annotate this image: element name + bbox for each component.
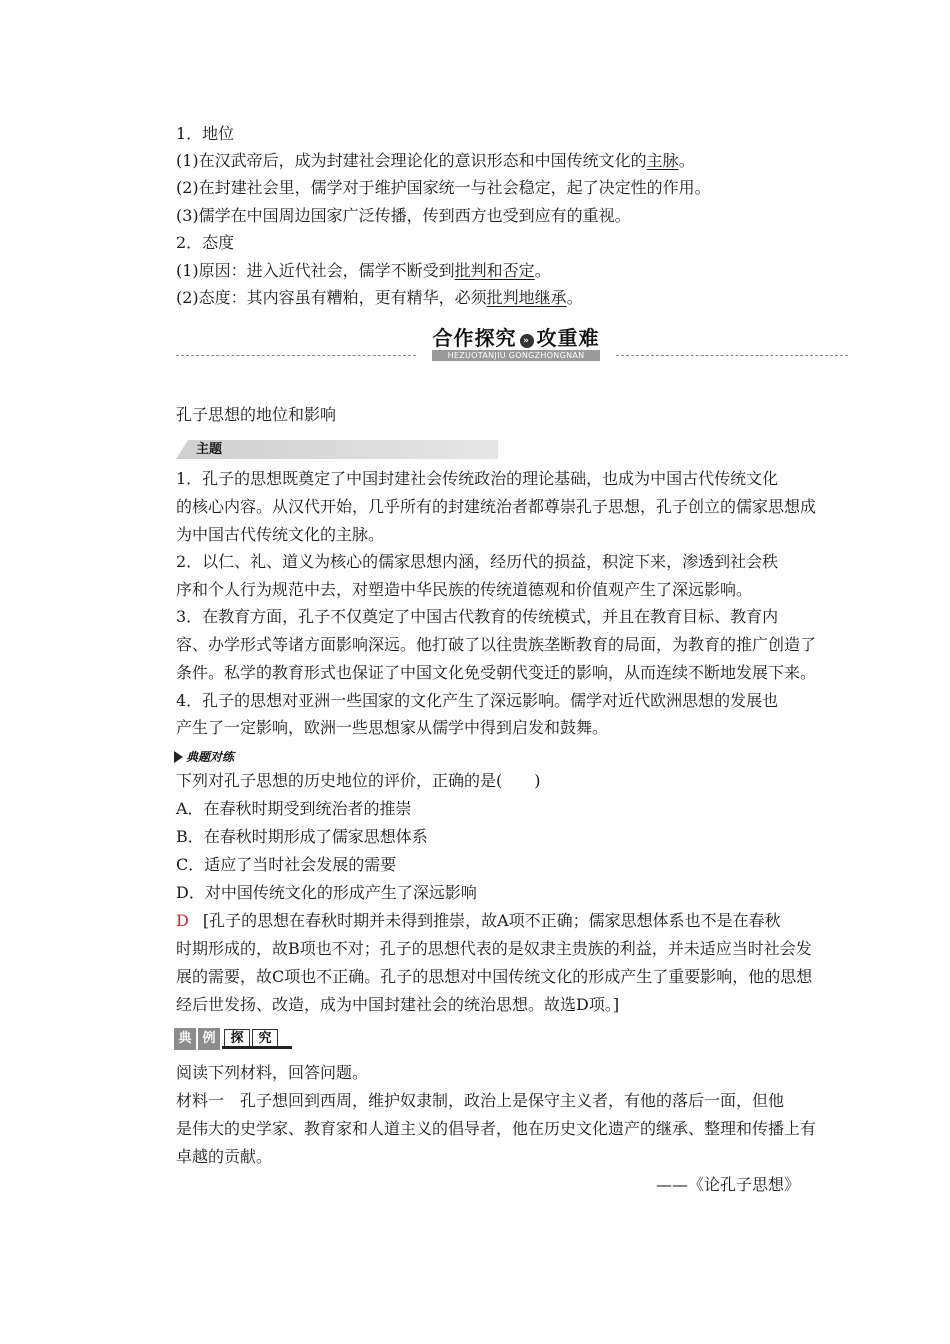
underlined-answer: 批判和否定 [454, 261, 535, 280]
tag-notch [176, 440, 188, 459]
section-banner [176, 325, 848, 365]
theme-tag [176, 440, 498, 459]
paragraph-status-1 [176, 150, 695, 172]
theme-line: 序和个人行为规范中去，对塑造中华民族的传统道德观和价值观产生了深远影响。 [176, 580, 753, 599]
theme-line: 容、办学形式等诸方面影响深远。他打破了以往贵族垄断教育的局面，为教育的推广创造了 [176, 635, 817, 654]
heading-attitude: 2．态度 [176, 233, 235, 252]
explanation-line: 展的需要，故C项也不正确。孔子的思想对中国传统文化的形成产生了重要影响，他的思想 [176, 967, 813, 986]
theme-line: 2．以仁、礼、道义为核心的儒家思想内涵，经历代的损益，积淀下来，渗透到社会秩 [176, 552, 779, 571]
answer-line-1 [176, 910, 781, 932]
explanation-line: 时期形成的，故B项也不对；孔子的思想代表的是奴隶主贵族的利益，并未适应当时社会发 [176, 939, 812, 958]
example-tag-char: 典 [174, 1028, 196, 1050]
underlined-answer: 批判地继承 [486, 288, 567, 307]
text: (1)在汉武帝后，成为封建社会理论化的意识形态和中国传统文化的 [176, 151, 647, 170]
material-line: 是伟大的史学家、教育家和人道主义的倡导者，他在历史文化遗产的继承、整理和传播上有 [176, 1119, 817, 1138]
text: 。 [534, 261, 551, 280]
paragraph-attitude-2 [176, 287, 583, 309]
paragraph-attitude-1 [176, 260, 551, 282]
material-line: 材料一 孔子想回到西周，维护奴隶制，政治上是保守主义者，有他的落后一面，但他 [176, 1091, 785, 1110]
option-a: A．在春秋时期受到统治者的推崇 [176, 799, 412, 818]
option-c: C．适应了当时社会发展的需要 [176, 855, 397, 874]
paragraph-status-3: (3)儒学在中国周边国家广泛传播，传到西方也受到应有的重视。 [176, 206, 631, 225]
theme-line: 的核心内容。从汉代开始，几乎所有的封建统治者都尊崇孔子思想，孔子创立的儒家思想成 [176, 497, 817, 516]
answer-letter: D [176, 911, 189, 930]
topic-title: 孔子思想的地位和影响 [176, 405, 337, 424]
theme-line: 条件。私学的教育形式也保证了中国文化免受朝代变迁的影响，从而连续不断地发展下来。 [176, 663, 817, 682]
explanation-text: [孔子的思想在春秋时期并未得到推崇，故A项不正确；儒家思想体系也不是在春秋 [202, 911, 781, 930]
banner-subtitle: HEZUOTANJIU GONGZHONGNAN [432, 350, 600, 361]
theme-line: 4．孔子的思想对亚洲一些国家的文化产生了深远影响。儒学对近代欧洲思想的发展也 [176, 691, 779, 710]
banner-title-box [418, 325, 614, 361]
theme-line: 为中国古代传统文化的主脉。 [176, 525, 385, 544]
example-tag [174, 1028, 292, 1050]
example-tag-char: 究 [252, 1029, 278, 1049]
theme-tag-label: 主题 [196, 442, 223, 457]
underlined-answer: 主脉 [646, 151, 679, 170]
example-intro: 阅读下列材料，回答问题。 [176, 1063, 369, 1082]
explanation-line: 经后世发扬、改造，成为中国封建社会的统治思想。故选D项。] [176, 995, 620, 1014]
triangle-right-icon [174, 751, 183, 763]
material-line: 卓越的贡献。 [176, 1147, 273, 1166]
practice-tag-label: 典题对练 [186, 750, 235, 764]
heading-status: 1．地位 [176, 124, 235, 143]
banner-title-left: 合作探究 [432, 326, 517, 350]
theme-line: 产生了一定影响，欧洲一些思想家从儒学中得到启发和鼓舞。 [176, 718, 609, 737]
double-chevron-icon: » [520, 334, 534, 348]
banner-title-right: 攻重难 [536, 326, 600, 350]
divider [616, 355, 848, 356]
text: (1)原因：进入近代社会，儒学不断受到 [176, 261, 455, 280]
banner-title [418, 325, 614, 351]
theme-line: 1．孔子的思想既奠定了中国封建社会传统政治的理论基础，也成为中国古代传统文化 [176, 469, 779, 488]
paragraph-status-2: (2)在封建社会里，儒学对于维护国家统一与社会稳定，起了决定性的作用。 [176, 178, 711, 197]
divider [176, 355, 416, 356]
tag-underline [222, 1046, 292, 1049]
theme-line: 3．在教育方面，孔子不仅奠定了中国古代教育的传统模式，并且在教育目标、教育内 [176, 607, 779, 626]
text: (2)态度：其内容虽有糟粕，更有精华，必须 [176, 288, 487, 307]
material-source: ——《论孔子思想》 [655, 1175, 800, 1194]
example-tag-char: 例 [198, 1028, 220, 1050]
example-tag-char: 探 [224, 1029, 250, 1049]
text: 。 [678, 151, 695, 170]
option-d: D．对中国传统文化的形成产生了深远影响 [176, 883, 477, 902]
option-b: B．在春秋时期形成了儒家思想体系 [176, 827, 428, 846]
question-stem: 下列对孔子思想的历史地位的评价，正确的是( ) [176, 771, 541, 790]
text: 。 [566, 288, 583, 307]
